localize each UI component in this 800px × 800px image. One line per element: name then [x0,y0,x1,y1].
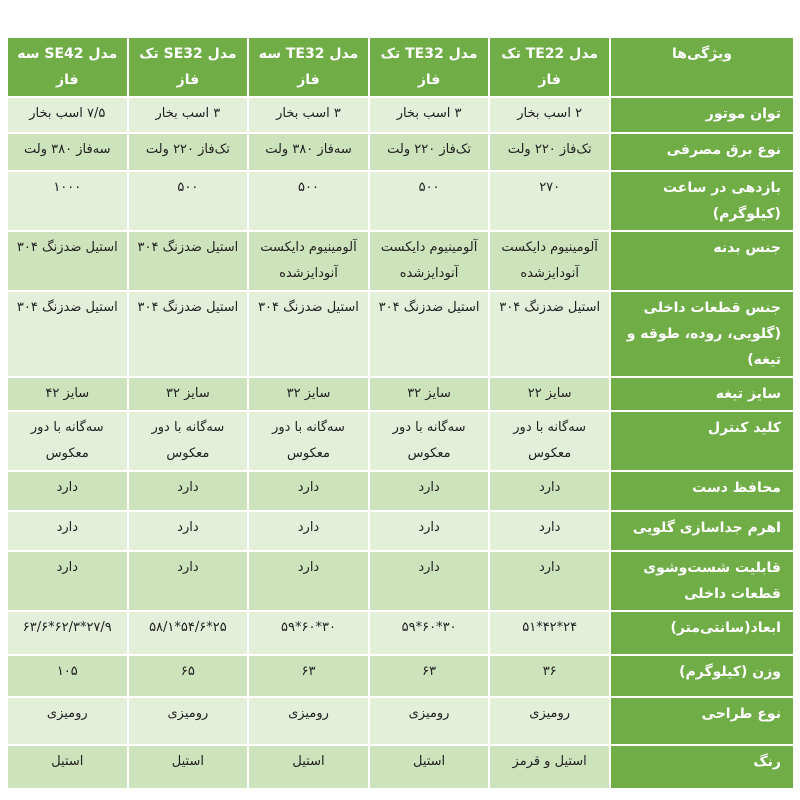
table-cell: تک‌فاز ۲۲۰ ولت [369,133,490,171]
table-cell: ۲ اسب بخار [489,97,610,133]
table-cell: دارد [128,551,249,611]
table-cell: دارد [7,511,128,551]
table-cell: سایز ۲۲ [489,377,610,411]
feature-label: سایز تیغه [610,377,794,411]
feature-label: محافظ دست [610,471,794,511]
table-cell: دارد [128,471,249,511]
table-cell: دارد [369,551,490,611]
table-cell: ۵۰۰ [248,171,369,231]
table-cell: سه‌گانه با دور معکوس [489,411,610,471]
table-cell: دارد [7,551,128,611]
table-cell: تک‌فاز ۲۲۰ ولت [489,133,610,171]
table-cell: ۳ اسب بخار [128,97,249,133]
table-cell: دارد [128,511,249,551]
table-row-internal-parts-material [7,291,794,377]
feature-label: جنس قطعات داخلی (گلویی، روده، طوقه و تیغه) [610,291,794,377]
table-row-washable-parts [7,551,794,611]
table-cell: استیل ضدزنگ ۳۰۴ [128,291,249,377]
table-cell: دارد [248,551,369,611]
table-cell: سه‌فاز ۳۸۰ ولت [7,133,128,171]
table-cell: استیل [369,745,490,789]
table-cell: استیل و قرمز [489,745,610,789]
table-cell: ۲۵*۵۴/۶*۵۸/۱ [128,611,249,655]
table-row-color [7,745,794,789]
feature-label: نوع طراحی [610,697,794,745]
table-cell: ۳ اسب بخار [248,97,369,133]
table-cell: استیل [7,745,128,789]
feature-label: توان موتور [610,97,794,133]
table-cell: دارد [369,471,490,511]
feature-column-header: ویژگی‌ها [610,37,794,97]
table-cell: دارد [489,511,610,551]
model-header-te32-single: مدل TE32 تک فاز [369,37,490,97]
table-cell: دارد [248,471,369,511]
table-cell: ۲۷۰ [489,171,610,231]
table-row-control-switch [7,411,794,471]
table-cell: استیل ضدزنگ ۳۰۴ [248,291,369,377]
table-row-design-type [7,697,794,745]
table-row-neck-release-lever [7,511,794,551]
table-cell: رومیزی [128,697,249,745]
feature-label: بازدهی در ساعت (کیلوگرم) [610,171,794,231]
table-cell: رومیزی [489,697,610,745]
table-row-motor-power [7,97,794,133]
table-cell: ۶۳ [369,655,490,697]
table-cell: ۶۳ [248,655,369,697]
feature-label: کلید کنترل [610,411,794,471]
table-row-power-type [7,133,794,171]
table-cell: ۵۰۰ [369,171,490,231]
feature-label: رنگ [610,745,794,789]
table-cell: ۳۶ [489,655,610,697]
table-cell: ۵۰۰ [128,171,249,231]
table-cell: ۲۴*۴۲*۵۱ [489,611,610,655]
model-header-se42-three: مدل SE42 سه فاز [7,37,128,97]
table-cell: استیل ضدزنگ ۳۰۴ [489,291,610,377]
spec-body [7,97,794,789]
table-cell: استیل [128,745,249,789]
table-cell: ۱۰۵ [7,655,128,697]
feature-label: ابعاد(سانتی‌متر) [610,611,794,655]
table-cell: استیل ضدزنگ ۳۰۴ [7,291,128,377]
table-cell: رومیزی [369,697,490,745]
table-cell: ۲۷/۹*۶۲/۳*۶۳/۶ [7,611,128,655]
table-cell: استیل ضدزنگ ۳۰۴ [7,231,128,291]
table-cell: رومیزی [248,697,369,745]
table-cell: سایز ۳۲ [369,377,490,411]
table-row-dimensions [7,611,794,655]
table-cell: آلومینیوم دایکست آنودایزشده [248,231,369,291]
table-cell: سایز ۳۲ [248,377,369,411]
table-cell: آلومینیوم دایکست آنودایزشده [489,231,610,291]
header-row [7,37,794,97]
table-cell: دارد [489,551,610,611]
feature-label: نوع برق مصرفی [610,133,794,171]
table-row-weight [7,655,794,697]
feature-label: اهرم جداسازی گلویی [610,511,794,551]
table-cell: دارد [369,511,490,551]
table-cell: استیل [248,745,369,789]
model-header-se32-single: مدل SE32 تک فاز [128,37,249,97]
table-cell: ۳۰*۶۰*۵۹ [248,611,369,655]
table-cell: سه‌گانه با دور معکوس [248,411,369,471]
table-cell: تک‌فاز ۲۲۰ ولت [128,133,249,171]
table-cell: آلومینیوم دایکست آنودایزشده [369,231,490,291]
feature-label: وزن (کیلوگرم) [610,655,794,697]
table-row-blade-size [7,377,794,411]
feature-label: جنس بدنه [610,231,794,291]
table-row-hand-guard [7,471,794,511]
table-cell: ۶۵ [128,655,249,697]
table-cell: دارد [248,511,369,551]
table-cell: دارد [7,471,128,511]
table-cell: رومیزی [7,697,128,745]
table-cell: ۱۰۰۰ [7,171,128,231]
table-cell: سه‌گانه با دور معکوس [7,411,128,471]
model-header-te22-single: مدل TE22 تک فاز [489,37,610,97]
table-cell: ۳۰*۶۰*۵۹ [369,611,490,655]
table-cell: استیل ضدزنگ ۳۰۴ [369,291,490,377]
table-cell: سه‌گانه با دور معکوس [369,411,490,471]
table-cell: ۷/۵ اسب بخار [7,97,128,133]
table-cell: سه‌فاز ۳۸۰ ولت [248,133,369,171]
table-cell: استیل ضدزنگ ۳۰۴ [128,231,249,291]
model-header-te32-three: مدل TE32 سه فاز [248,37,369,97]
table-row-hourly-output [7,171,794,231]
spec-table [6,36,795,790]
table-cell: ۳ اسب بخار [369,97,490,133]
table-row-body-material [7,231,794,291]
table-cell: سه‌گانه با دور معکوس [128,411,249,471]
table-cell: سایز ۳۲ [128,377,249,411]
table-cell: سایز ۴۲ [7,377,128,411]
table-cell: دارد [489,471,610,511]
feature-label: قابلیت شست‌وشوی قطعات داخلی [610,551,794,611]
